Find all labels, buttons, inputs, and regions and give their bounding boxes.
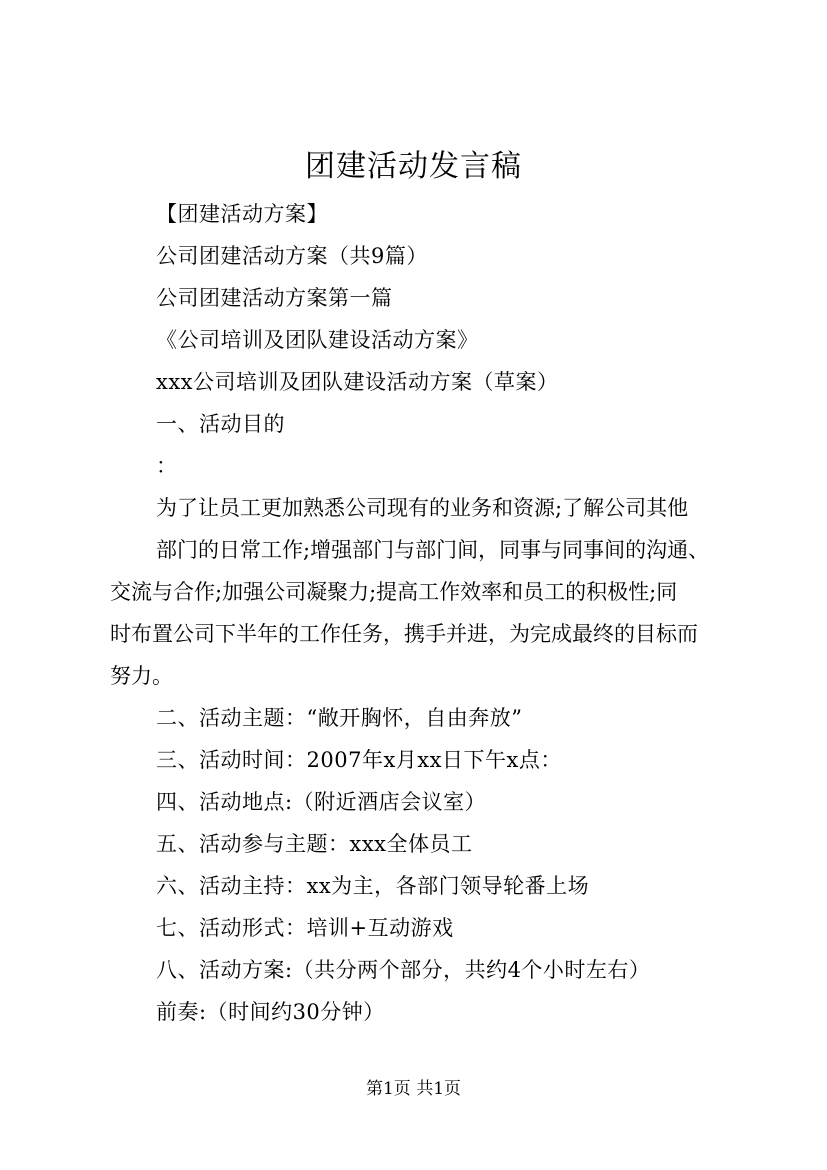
paragraph-line: 部门的日常工作;增强部门与部门间，同事与同事间的沟通、 bbox=[156, 538, 710, 562]
text-line: xxx公司培训及团队建设活动方案（草案） bbox=[156, 370, 559, 394]
list-item: 四、活动地点:（附近酒店会议室） bbox=[156, 790, 487, 814]
list-item: 八、活动方案:（共分两个部分，共约4个小时左右） bbox=[156, 958, 651, 982]
list-item: 五、活动参与主题：xxx全体员工 bbox=[156, 832, 473, 856]
section-heading: 【团建活动方案】 bbox=[156, 202, 328, 226]
list-item: 三、活动时间：2007年x月xx日下午x点： bbox=[156, 748, 562, 772]
text-line: 公司团建活动方案（共9篇） bbox=[156, 244, 428, 268]
list-item: 七、活动形式：培训+互动游戏 bbox=[156, 916, 454, 940]
text-line: 一、活动目的 bbox=[156, 412, 285, 436]
list-item: 六、活动主持：xx为主，各部门领导轮番上场 bbox=[156, 874, 590, 898]
paragraph-line: 为了让员工更加熟悉公司现有的业务和资源;了解公司其他 bbox=[156, 496, 689, 520]
text-line: 《公司培训及团队建设活动方案》 bbox=[156, 328, 479, 352]
text-line: 公司团建活动方案第一篇 bbox=[156, 286, 393, 310]
page-footer: 第1页 共1页 bbox=[365, 1079, 462, 1099]
paragraph-line: 努力。 bbox=[110, 664, 173, 688]
paragraph-line: 交流与合作;加强公司凝聚力;提高工作效率和员工的积极性;同 bbox=[110, 580, 678, 604]
list-item: 前奏:（时间约30分钟） bbox=[156, 1000, 385, 1024]
document-title: 团建活动发言稿 bbox=[305, 149, 522, 184]
list-item: 二、活动主题：“敞开胸怀，自由奔放” bbox=[156, 706, 523, 730]
text-line: ： bbox=[156, 454, 178, 478]
paragraph-line: 时布置公司下半年的工作任务，携手并进，为完成最终的目标而 bbox=[110, 622, 698, 646]
